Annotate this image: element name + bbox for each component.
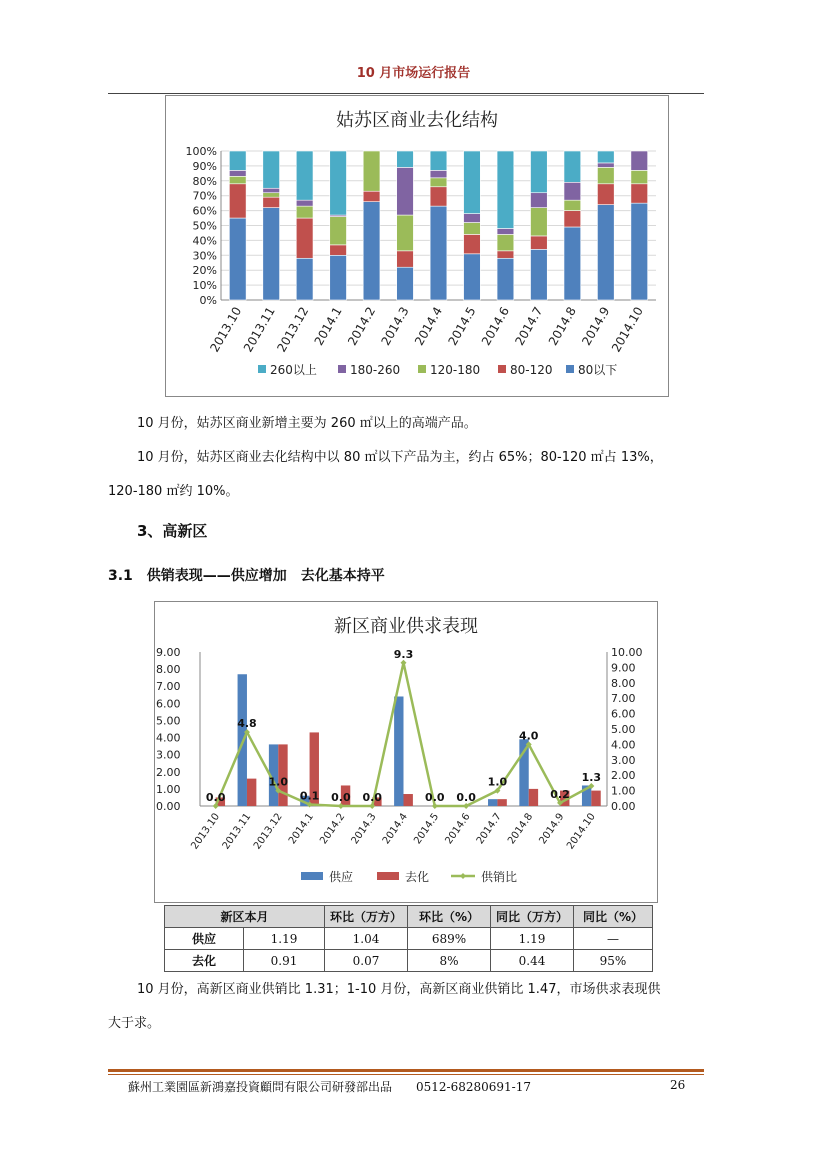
chart1-bar-segment (330, 151, 347, 215)
chart2-xtick-label: 2013.12 (251, 811, 285, 852)
chart2-ytick-left: 7.00 (156, 680, 181, 694)
chart1-xtick-label: 2014.10 (608, 304, 646, 355)
chart2-xtick-label: 2014.4 (380, 811, 410, 847)
table-header-cell: 同比（%） (574, 906, 653, 928)
chart1-ytick-label: 40% (192, 234, 217, 248)
chart1-xtick-label: 2013.10 (207, 304, 245, 355)
chart1-bar-segment (229, 151, 246, 170)
chart1-bar-segment (229, 218, 246, 300)
chart1-bar-segment (430, 151, 447, 170)
chart1-bar-segment (531, 208, 548, 236)
chart2-ytick-right: 7.00 (611, 692, 636, 706)
chart2-data-label: 4.8 (237, 717, 257, 731)
chart1-bar-segment (296, 258, 313, 300)
chart1-legend-label: 120-180 (430, 363, 481, 377)
table-row (165, 950, 653, 972)
chart1-bar-segment (497, 151, 514, 228)
chart2-bar-supply (394, 696, 403, 806)
chart1-bar-segment (564, 227, 581, 300)
chart1-bar-segment (363, 191, 380, 201)
chart1-bar-segment (597, 184, 614, 205)
chart1-bar-segment (430, 187, 447, 206)
chart1-bar-segment (464, 151, 481, 214)
chart2-data-label: 1.0 (268, 775, 289, 789)
chart1-bar-segment (363, 202, 380, 300)
chart1-xtick-label: 2014.3 (378, 304, 412, 348)
chart2-data-label: 0.0 (362, 791, 382, 804)
chart2-data-label: 4.0 (518, 729, 539, 743)
table-header-cell: 同比（万方） (491, 906, 574, 928)
chart2-xtick-label: 2014.1 (286, 811, 317, 847)
chart1-xtick-label: 2014.4 (411, 304, 446, 348)
chart1-ytick-label: 60% (192, 204, 217, 218)
chart2-title: 新区商业供求表现 (334, 616, 478, 637)
chart2-xtick-label: 2013.11 (220, 811, 254, 852)
chart-xinqu-supply-demand (154, 601, 658, 903)
table-header-cell: 新区本月 (165, 906, 325, 928)
chart1-bar-segment (397, 215, 414, 251)
chart1-bar-segment (497, 228, 514, 234)
chart1-bar-segment (497, 251, 514, 258)
chart2-bar-absorb (247, 779, 256, 806)
chart1-bar-segment (430, 206, 447, 300)
chart1-bar-segment (263, 197, 280, 207)
chart1-bar-segment (564, 151, 581, 182)
table-cell: 1.04 (325, 928, 408, 950)
chart2-ytick-right: 4.00 (611, 738, 636, 752)
chart1-xtick-label: 2014.5 (445, 304, 479, 348)
chart2-xtick-label: 2014.7 (474, 811, 504, 847)
chart2-ytick-left: 8.00 (156, 663, 181, 677)
chart2-legend-label: 去化 (405, 870, 430, 884)
chart2-xtick-label: 2014.2 (318, 811, 348, 847)
chart1-bar-segment (631, 203, 648, 300)
chart2-data-label: 1.0 (487, 775, 508, 789)
paragraph-gusu-structure-1: 10 月份，姑苏区商业去化结构中以 80 ㎡以下产品为主，约占 65%；80-120 ㎡占 13%， (137, 450, 663, 465)
chart1-bar-segment (597, 205, 614, 300)
chart2-legend-swatch (377, 872, 399, 880)
chart2-xtick-label: 2013.10 (189, 811, 223, 852)
chart1-bar-segment (397, 151, 414, 167)
chart2-bar-absorb (591, 791, 600, 806)
table-cell: 1.19 (491, 928, 574, 950)
chart1-ytick-label: 80% (192, 174, 217, 188)
chart1-bar-segment (464, 214, 481, 223)
chart2-ytick-left: 4.00 (156, 731, 181, 745)
chart1-bar-segment (397, 267, 414, 300)
chart2-ytick-right: 5.00 (611, 723, 636, 736)
chart2-bar-supply (488, 799, 497, 806)
table-cell: — (574, 928, 653, 950)
chart1-bar-segment (597, 163, 614, 167)
chart1-bar-segment (397, 251, 414, 267)
chart1-bar-segment (497, 234, 514, 250)
section-title-gaoxin: 3、高新区 (137, 522, 208, 540)
chart2-ytick-right: 8.00 (611, 676, 636, 690)
chart2-xtick-label: 2014.6 (443, 811, 473, 847)
chart2-ytick-right: 1.00 (611, 784, 636, 798)
chart1-bar-segment (597, 167, 614, 183)
chart1-xtick-label: 2014.6 (478, 304, 513, 348)
chart2-bar-absorb (529, 789, 538, 806)
chart1-svg (166, 96, 668, 396)
chart1-legend-swatch (566, 365, 574, 373)
chart1-xtick-label: 2014.8 (545, 304, 579, 348)
chart1-bar-segment (564, 200, 581, 210)
chart1-bar-segment (497, 258, 514, 300)
chart1-legend-swatch (338, 365, 346, 373)
chart2-ytick-right: 2.00 (611, 769, 636, 783)
chart1-bar-segment (397, 167, 414, 215)
chart1-bar-segment (430, 170, 447, 177)
chart1-bar-segment (531, 249, 548, 300)
chart1-xtick-label: 2014.9 (579, 304, 613, 348)
chart1-bar-segment (531, 236, 548, 249)
chart1-legend-label: 80-120 (510, 363, 553, 377)
chart1-bar-segment (464, 254, 481, 300)
chart2-ytick-right: 0.00 (611, 800, 636, 813)
chart1-bar-segment (564, 182, 581, 200)
chart1-bar-segment (229, 170, 246, 176)
table-row-label: 去化 (165, 950, 244, 972)
chart2-legend-marker (460, 873, 466, 879)
chart1-xtick-label: 2014.1 (311, 304, 345, 348)
chart2-ytick-left: 0.00 (156, 800, 181, 813)
chart2-data-label: 0.0 (425, 791, 445, 804)
paragraph-gaoxin-ratio-1: 10 月份，高新区商业供销比 1.31；1-10 月份，高新区商业供销比 1.47，市场供求表现供 (137, 982, 661, 997)
chart1-ytick-label: 100% (185, 145, 217, 158)
chart1-xtick-label: 2013.11 (240, 304, 278, 355)
chart1-ytick-label: 0% (199, 294, 217, 307)
chart1-xtick-label: 2014.7 (512, 304, 546, 348)
chart1-bar-segment (263, 193, 280, 197)
chart1-bar-segment (597, 151, 614, 163)
table-cell: 1.19 (244, 928, 325, 950)
chart2-data-label: 0.0 (205, 791, 226, 804)
chart2-xtick-label: 2014.10 (565, 811, 598, 852)
chart1-xtick-label: 2014.2 (345, 304, 379, 348)
chart1-ytick-label: 90% (192, 159, 217, 173)
table-row (165, 928, 653, 950)
chart1-ytick-label: 50% (192, 219, 217, 233)
chart1-legend-swatch (498, 365, 506, 373)
chart2-xtick-label: 2014.3 (349, 811, 379, 847)
chart1-title: 姑苏区商业去化结构 (336, 110, 498, 131)
chart2-data-label: 0.0 (456, 791, 476, 804)
paragraph-gusu-new-supply: 10 月份，姑苏区商业新增主要为 260 ㎡以上的高端产品。 (137, 416, 477, 431)
chart2-svg (155, 602, 657, 902)
chart1-bar-segment (330, 245, 347, 255)
chart1-bar-segment (363, 151, 380, 191)
chart2-legend-swatch (301, 872, 323, 880)
chart1-ytick-label: 30% (192, 249, 217, 263)
table-header-row (165, 906, 653, 928)
chart1-bar-segment (263, 208, 280, 300)
table-cell: 689% (408, 928, 491, 950)
chart2-bar-absorb (404, 794, 413, 806)
chart1-xtick-label: 2013.12 (274, 304, 312, 355)
chart1-legend-label: 260以上 (270, 363, 317, 377)
chart1-bar-segment (464, 223, 481, 235)
chart1-legend-label: 80以下 (578, 363, 618, 377)
chart1-bar-segment (296, 206, 313, 218)
chart2-ytick-left: 6.00 (156, 697, 181, 711)
footer-rule (108, 1069, 704, 1072)
chart2-ytick-left: 3.00 (156, 748, 181, 762)
chart2-legend-label: 供销比 (481, 870, 518, 884)
table-header-cell: 环比（%） (408, 906, 491, 928)
chart1-bar-segment (631, 170, 648, 183)
table-cell: 0.07 (325, 950, 408, 972)
table-cell: 8% (408, 950, 491, 972)
page-header-title: 10 月市场运行报告 (356, 66, 471, 81)
chart2-ytick-right: 6.00 (611, 707, 636, 721)
chart2-ytick-right: 10.00 (611, 646, 643, 659)
footer-rule-thin (108, 1074, 704, 1075)
chart1-bar-segment (229, 184, 246, 218)
chart1-bar-segment (330, 255, 347, 300)
chart2-data-label: 9.3 (393, 647, 414, 661)
chart1-bar-segment (430, 178, 447, 187)
chart1-ytick-label: 20% (192, 264, 217, 278)
chart2-legend-label: 供应 (329, 870, 354, 884)
chart2-ytick-left: 5.00 (156, 714, 181, 728)
chart1-legend-label: 180-260 (350, 363, 401, 377)
footer-company: 蘇州工業園區新鴻嘉投資顧問有限公司研發部出品 0512-68280691-17 (128, 1080, 531, 1094)
table-cell: 95% (574, 950, 653, 972)
chart1-bar-segment (296, 218, 313, 258)
chart2-xtick-label: 2014.8 (506, 811, 536, 847)
chart2-data-label: 1.3 (581, 770, 602, 784)
paragraph-gusu-structure-2: 120-180 ㎡约 10%。 (108, 484, 239, 499)
table-header-cell: 环比（万方） (325, 906, 408, 928)
chart1-bar-segment (564, 211, 581, 227)
chart1-ytick-label: 70% (192, 189, 217, 203)
chart2-ytick-right: 3.00 (611, 753, 636, 767)
chart1-bar-segment (631, 151, 648, 170)
page-number: 26 (670, 1078, 686, 1092)
table-cell: 0.91 (244, 950, 325, 972)
chart2-ytick-left: 1.00 (156, 782, 181, 796)
chart1-bar-segment (631, 184, 648, 203)
table-cell: 0.44 (491, 950, 574, 972)
chart1-legend-swatch (258, 365, 266, 373)
chart2-xtick-label: 2014.5 (412, 811, 442, 847)
chart2-data-label: 0.0 (331, 791, 351, 804)
chart1-bar-segment (229, 176, 246, 183)
chart2-ytick-left: 2.00 (156, 765, 181, 779)
chart2-data-label: 0.2 (550, 787, 570, 801)
chart1-bar-segment (296, 200, 313, 206)
chart1-legend-swatch (418, 365, 426, 373)
paragraph-gaoxin-ratio-2: 大于求。 (108, 1016, 161, 1031)
stats-table (164, 905, 653, 972)
chart1-bar-segment (263, 151, 280, 188)
chart2-ytick-right: 9.00 (611, 661, 636, 675)
chart2-ytick-left: 9.00 (156, 646, 181, 659)
chart1-bar-segment (330, 217, 347, 245)
chart1-bar-segment (296, 151, 313, 200)
subsection-title-supply: 3.1 供销表现——供应增加 去化基本持平 (108, 568, 385, 584)
chart2-xtick-label: 2014.9 (537, 811, 567, 847)
chart1-bar-segment (531, 151, 548, 193)
chart2-data-label: 0.1 (299, 789, 320, 803)
chart2-bar-absorb (497, 799, 506, 806)
chart-gusu-structure (165, 95, 669, 397)
chart1-bar-segment (464, 234, 481, 253)
table-row-label: 供应 (165, 928, 244, 950)
chart1-bar-segment (531, 193, 548, 208)
header-rule (108, 93, 704, 94)
chart1-bar-segment (263, 188, 280, 192)
chart1-ytick-label: 10% (192, 279, 217, 293)
